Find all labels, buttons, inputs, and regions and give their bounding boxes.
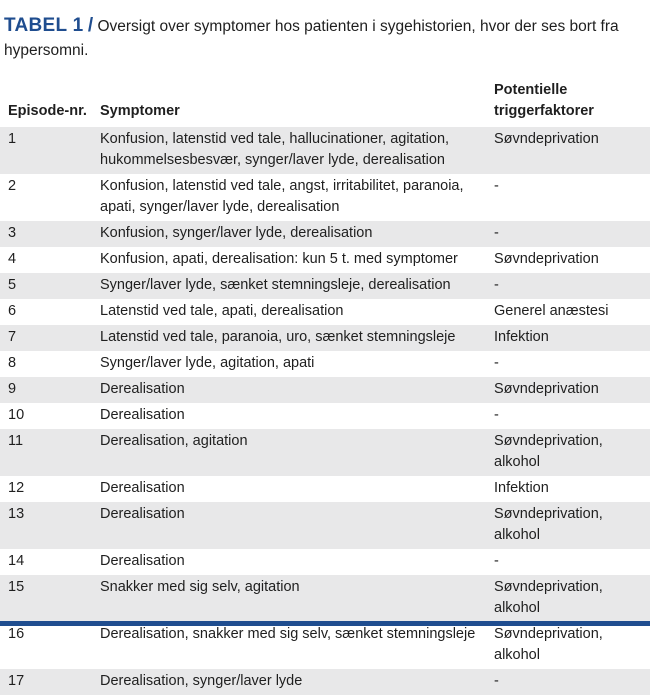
cell-triggers: -: [486, 174, 650, 221]
cell-episode: 9: [0, 377, 92, 403]
cell-triggers: -: [486, 351, 650, 377]
cell-symptoms: Derealisation: [92, 502, 486, 549]
cell-symptoms: Derealisation: [92, 403, 486, 429]
cell-episode: 8: [0, 351, 92, 377]
header-episode: Episode-nr.: [8, 103, 87, 119]
table-row: [0, 669, 650, 695]
cell-triggers: -: [486, 549, 650, 575]
cell-symptoms: Synger/laver lyde, agitation, apati: [92, 351, 486, 377]
cell-triggers: Søvndeprivation, alkohol: [486, 575, 650, 622]
cell-symptoms: Derealisation, snakker med sig selv, sænket stemningsleje: [92, 622, 486, 669]
cell-episode: 3: [0, 221, 92, 247]
cell-triggers: Søvndeprivation, alkohol: [486, 502, 650, 549]
cell-symptoms: Latenstid ved tale, paranoia, uro, sænket stemningsleje: [92, 325, 486, 351]
table-row: [0, 127, 650, 174]
table-row: [0, 429, 650, 476]
cell-episode: 17: [0, 669, 92, 695]
table-row: [0, 221, 650, 247]
table-caption: [4, 14, 644, 63]
cell-symptoms: Konfusion, latenstid ved tale, angst, irritabilitet, paranoia, apati, synger/laver lyde, derealisation: [92, 174, 486, 221]
cell-episode: 1: [0, 127, 92, 174]
cell-symptoms: Konfusion, synger/laver lyde, derealisation: [92, 221, 486, 247]
cell-symptoms: Derealisation: [92, 476, 486, 502]
cell-triggers: Infektion: [486, 476, 650, 502]
table-row: [0, 403, 650, 429]
cell-symptoms: Derealisation, synger/laver lyde: [92, 669, 486, 695]
table-row: [0, 377, 650, 403]
cell-triggers: Infektion: [486, 325, 650, 351]
table-row: [0, 476, 650, 502]
header-triggers: Potentielle triggerfaktorer: [494, 82, 594, 119]
cell-triggers: -: [486, 403, 650, 429]
cell-symptoms: Konfusion, apati, derealisation: kun 5 t. med symptomer: [92, 247, 486, 273]
caption-text: Oversigt over symptomer hos patienten i sygehistorien, hvor der ses bort fra hypersomni.: [4, 18, 619, 59]
table-row: [0, 575, 650, 622]
cell-episode: 14: [0, 549, 92, 575]
header-symptoms: Symptomer: [100, 103, 180, 119]
cell-episode: 16: [0, 622, 92, 669]
table-row: [0, 174, 650, 221]
bottom-rule: [0, 621, 650, 626]
table-row: [0, 502, 650, 549]
cell-triggers: Søvndeprivation: [486, 127, 650, 174]
table-header-row: [0, 80, 650, 127]
cell-episode: 6: [0, 299, 92, 325]
cell-symptoms: Konfusion, latenstid ved tale, hallucinationer, agitation, hukommelsesbesvær, synger/laver lyde, derealisation: [92, 127, 486, 174]
cell-symptoms: Latenstid ved tale, apati, derealisation: [92, 299, 486, 325]
cell-triggers: Søvndeprivation, alkohol: [486, 622, 650, 669]
cell-symptoms: Derealisation: [92, 549, 486, 575]
cell-triggers: -: [486, 221, 650, 247]
table-row: [0, 622, 650, 669]
cell-episode: 12: [0, 476, 92, 502]
cell-episode: 7: [0, 325, 92, 351]
cell-symptoms: Derealisation: [92, 377, 486, 403]
symptom-table: [0, 80, 650, 695]
cell-episode: 15: [0, 575, 92, 622]
cell-triggers: Søvndeprivation: [486, 247, 650, 273]
cell-triggers: Søvndeprivation, alkohol: [486, 429, 650, 476]
cell-episode: 4: [0, 247, 92, 273]
table-row: [0, 299, 650, 325]
cell-episode: 10: [0, 403, 92, 429]
cell-triggers: -: [486, 669, 650, 695]
caption-slash: /: [87, 15, 94, 36]
cell-episode: 2: [0, 174, 92, 221]
cell-triggers: Søvndeprivation: [486, 377, 650, 403]
cell-triggers: -: [486, 273, 650, 299]
cell-episode: 5: [0, 273, 92, 299]
cell-triggers: Generel anæstesi: [486, 299, 650, 325]
table-row: [0, 247, 650, 273]
table-row: [0, 549, 650, 575]
cell-symptoms: Derealisation, agitation: [92, 429, 486, 476]
table-row: [0, 273, 650, 299]
table-row: [0, 351, 650, 377]
cell-episode: 13: [0, 502, 92, 549]
cell-symptoms: Synger/laver lyde, sænket stemningsleje, derealisation: [92, 273, 486, 299]
table-row: [0, 325, 650, 351]
cell-symptoms: Snakker med sig selv, agitation: [92, 575, 486, 622]
table-label: TABEL 1: [4, 15, 84, 36]
cell-episode: 11: [0, 429, 92, 476]
